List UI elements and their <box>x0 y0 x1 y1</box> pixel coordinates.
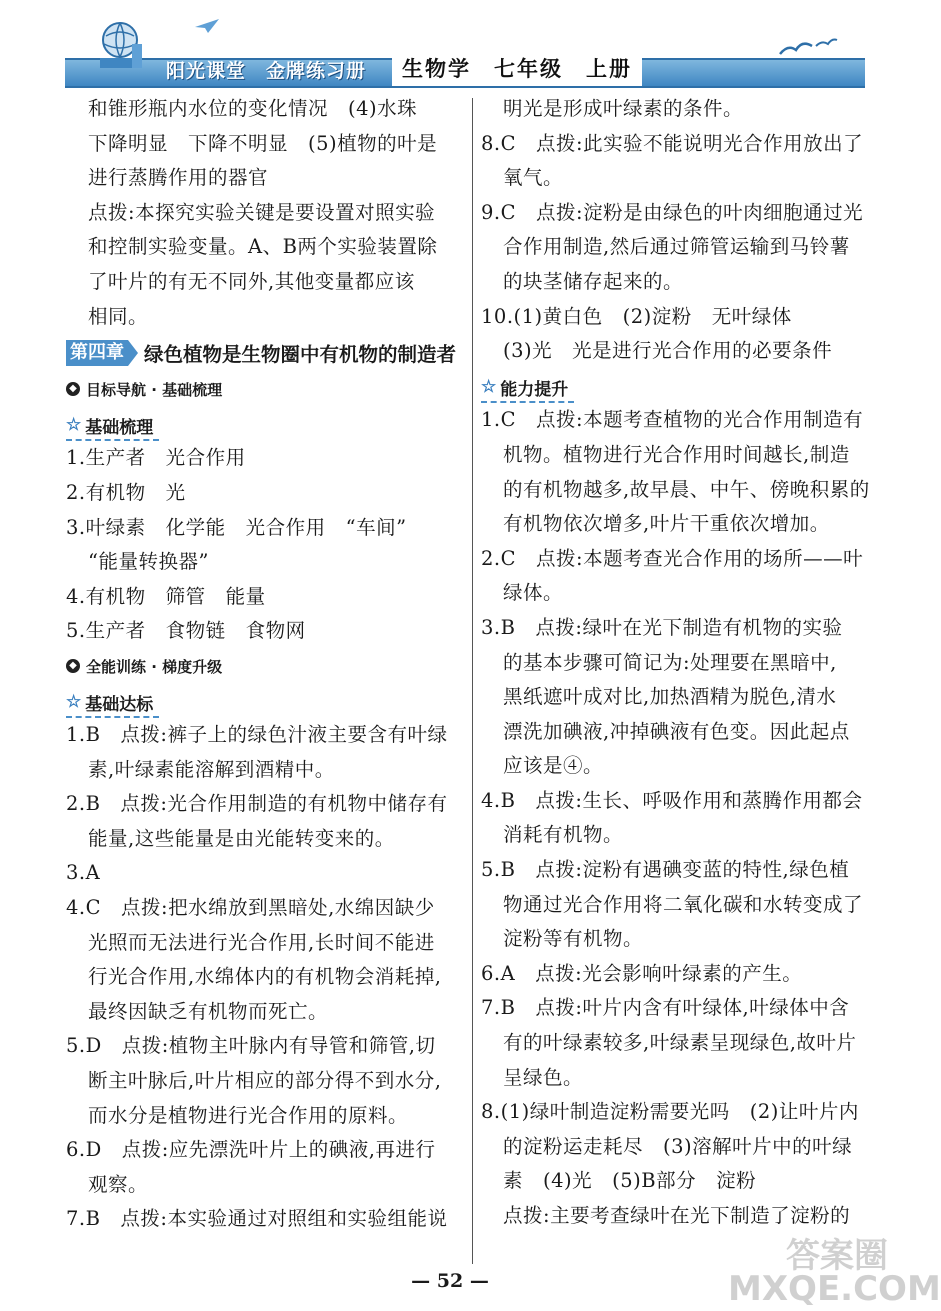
text-line: 7.B 点拨:本实验通过对照组和实验组能说 <box>66 1207 448 1231</box>
text-line: 相同。 <box>88 304 149 328</box>
section-nav-label: 目标导航 · 基础梳理 <box>86 380 223 399</box>
subject-title: 生物学 七年级 上册 <box>392 52 642 86</box>
star-icon: ☆ <box>481 377 497 398</box>
left-column <box>66 92 456 1237</box>
text-line: 2.B 点拨:光合作用制造的有机物中储存有 <box>66 792 448 816</box>
text-line: 氧气。 <box>503 166 564 190</box>
text-line: 机物。植物进行光合作用时间越长,制造 <box>503 442 850 466</box>
text-line: 黑纸遮叶成对比,加热酒精为脱色,清水 <box>503 685 837 709</box>
answer-block-intro <box>66 92 456 334</box>
chapter-title: 绿色植物是生物圈中有机物的制造者 <box>144 343 457 367</box>
text-line: 淀粉等有机物。 <box>503 927 644 951</box>
text-line: 绿体。 <box>503 581 564 605</box>
text-line: 2.C 点拨:本题考查光合作用的场所——叶 <box>481 546 864 570</box>
text-line: 呈绿色。 <box>503 1065 584 1089</box>
answer-block-practice <box>66 718 456 1237</box>
section-tag <box>66 684 456 719</box>
text-line: 5.B 点拨:淀粉有遇碘变蓝的特性,绿色植 <box>481 858 850 882</box>
text-line: 应该是④。 <box>503 754 604 778</box>
text-line: 有的叶绿素较多,叶绿素呈现绿色,故叶片 <box>503 1031 857 1055</box>
text-line: 5.生产者 食物链 食物网 <box>66 619 306 643</box>
text-line: 2.有机物 光 <box>66 480 186 504</box>
watermark: 答案圈 MXQE.COM <box>728 1236 941 1309</box>
text-line: 7.B 点拨:叶片内含有叶绿体,叶绿体中含 <box>481 996 850 1020</box>
text-line: 的块茎储存起来的。 <box>503 269 684 293</box>
section-tag <box>481 369 876 404</box>
text-line: 消耗有机物。 <box>503 823 624 847</box>
text-line: 明光是形成叶绿素的条件。 <box>503 97 744 120</box>
text-line: 素,叶绿素能溶解到酒精中。 <box>88 757 335 781</box>
text-line: 漂洗加碘液,冲掉碘液有色变。因此起点 <box>503 719 850 743</box>
text-line: 6.A 点拨:光会影响叶绿素的产生。 <box>481 961 803 985</box>
series-title: 阳光课堂 金牌练习册 <box>166 60 367 82</box>
text-line: 3.叶绿素 化学能 光合作用 “车间” <box>66 515 407 539</box>
tag-text: 基础梳理 <box>85 417 154 438</box>
text-line: 点拨:主要考查绿叶在光下制造了淀粉的 <box>503 1204 851 1227</box>
answer-block-ability <box>481 403 876 1233</box>
tag-text: 基础达标 <box>85 694 154 715</box>
text-line: 1.C 点拨:本题考查植物的光合作用制造有 <box>481 408 864 432</box>
column-divider <box>472 98 473 1264</box>
text-line: 合作用制造,然后通过筛管运输到马铃薯 <box>503 235 850 259</box>
text-line: 断主叶脉后,叶片相应的部分得不到水分, <box>88 1069 442 1093</box>
text-line: 点拨:本探究实验关键是要设置对照实验 <box>88 200 436 224</box>
text-line: 而水分是植物进行光合作用的原料。 <box>88 1103 409 1127</box>
text-line: 的淀粉运走耗尽 (3)溶解叶片中的叶绿 <box>503 1134 853 1158</box>
text-line: 了叶片的有无不同外,其他变量都应该 <box>88 269 415 293</box>
birds-icon <box>778 36 838 58</box>
section-tag-label <box>66 411 159 441</box>
text-line: 和控制实验变量。A、B两个实验装置除 <box>88 235 438 259</box>
paper-plane-icon <box>194 18 220 34</box>
text-line: 9.C 点拨:淀粉是由绿色的叶肉细胞通过光 <box>481 200 864 224</box>
text-line: 行光合作用,水绵体内的有机物会消耗掉, <box>88 965 442 989</box>
text-line: (3)光 光是进行光合作用的必要条件 <box>503 339 833 363</box>
star-icon: ☆ <box>66 415 82 436</box>
text-line: 观察。 <box>88 1172 149 1196</box>
chapter-label: 第四章 <box>66 340 128 366</box>
text-line: 4.有机物 筛管 能量 <box>66 584 266 608</box>
tag-text: 能力提升 <box>500 379 569 400</box>
text-line: 的有机物越多,故早晨、中午、傍晚积累的 <box>503 477 870 501</box>
text-line: “能量转换器” <box>88 550 209 574</box>
text-line: 1.生产者 光合作用 <box>66 446 246 470</box>
section-tag-label <box>66 688 159 718</box>
answer-block-basic <box>66 441 456 649</box>
text-line: 5.D 点拨:植物主叶脉内有导管和筛管,切 <box>66 1034 436 1058</box>
section-nav-label: 全能训练 · 梯度升级 <box>86 657 223 676</box>
text-line: 进行蒸腾作用的器官 <box>88 166 269 190</box>
text-line: 6.D 点拨:应先漂洗叶片上的碘液,再进行 <box>66 1138 436 1162</box>
section-tag <box>66 407 456 442</box>
text-line: 10.(1)黄白色 (2)淀粉 无叶绿体 <box>481 304 792 328</box>
page-header <box>0 0 900 92</box>
section-nav <box>66 372 456 407</box>
text-line: 素 (4)光 (5)B部分 淀粉 <box>503 1169 757 1193</box>
text-line: 1.B 点拨:裤子上的绿色汁液主要含有叶绿 <box>66 723 448 747</box>
text-line: 4.B 点拨:生长、呼吸作用和蒸腾作用都会 <box>481 788 863 812</box>
text-line: 光照而无法进行光合作用,长时间不能进 <box>88 930 435 954</box>
answer-block-continued <box>481 92 876 369</box>
text-line: 3.A <box>66 861 101 885</box>
right-column <box>481 92 876 1234</box>
chapter-arrow-icon <box>128 340 138 366</box>
text-line: 最终因缺乏有机物而死亡。 <box>88 999 329 1023</box>
star-icon: ☆ <box>66 692 82 713</box>
bullet-circle-icon: ◆ <box>66 382 80 396</box>
text-line: 4.C 点拨:把水绵放到黑暗处,水绵因缺少 <box>66 896 435 920</box>
bullet-circle-icon: ◆ <box>66 659 80 673</box>
text-line: 的基本步骤可简记为:处理要在黑暗中, <box>503 650 837 674</box>
chapter-heading <box>66 336 456 370</box>
text-line: 3.B 点拨:绿叶在光下制造有机物的实验 <box>481 615 843 639</box>
text-line: 8.C 点拨:此实验不能说明光合作用放出了 <box>481 131 864 155</box>
text-line: 有机物依次增多,叶片干重依次增加。 <box>503 512 830 536</box>
text-line: 和锥形瓶内水位的变化情况 (4)水珠 <box>88 97 418 120</box>
section-tag-label <box>481 373 574 403</box>
section-nav <box>66 649 456 684</box>
text-line: 下降明显 下降不明显 (5)植物的叶是 <box>88 131 438 155</box>
text-line: 8.(1)绿叶制造淀粉需要光吗 (2)让叶片内 <box>481 1100 859 1124</box>
text-line: 能量,这些能量是由光能转变来的。 <box>88 826 395 850</box>
text-line: 物通过光合作用将二氧化碳和水转变成了 <box>503 892 864 916</box>
page-number: — 52 — <box>411 1270 489 1292</box>
globe-icon <box>92 14 154 76</box>
